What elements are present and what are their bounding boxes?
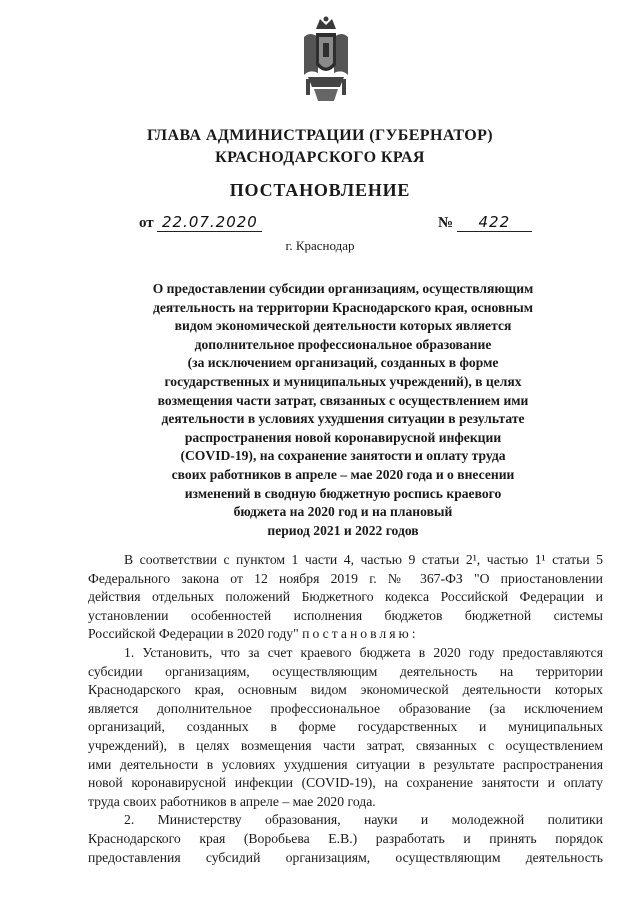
body-line: В соответствии с пунктом 1 части 4, частью 9 статьи 2¹, частью 1¹ статьи 5 [124, 552, 603, 567]
document-title [118, 280, 568, 540]
title-line: распространения новой коронавирусной инфекции [184, 429, 502, 445]
city: г. Краснодар [285, 238, 355, 253]
body-line: Краснодарского края, основным видом экономической деятельности которых [88, 682, 603, 698]
paragraph-preamble [88, 551, 603, 644]
body-line: труда своих работников в апреле – мае 2020 года. [88, 793, 376, 809]
title-line: государственных и муниципальных учреждений), в целях [164, 373, 522, 389]
title-line: своих работников в апреле – мае 2020 года и о внесении [171, 466, 515, 482]
title-line: (за исключением организаций, созданных в форме [187, 355, 499, 371]
body-line: ими деятельности в условиях ухудшения ситуации в результате распространения [88, 756, 603, 772]
title-line: возмещения части затрат, связанных с осуществлением ими [157, 392, 529, 408]
body-line: 2. Министерству образования, науки и молодежной политики [124, 812, 603, 828]
paragraph-2 [88, 811, 603, 867]
title-line: деятельность на территории Краснодарского края, основным [152, 299, 534, 315]
body-line: 1. Установить, что за счет краевого бюджета в 2020 году предоставляются [124, 644, 603, 660]
number-prefix: № [438, 215, 454, 231]
title-line: (COVID-19), на сохранение занятости и оплату труда [180, 448, 506, 464]
document-body [88, 551, 603, 867]
body-line [88, 625, 603, 644]
date-prefix: от [139, 215, 154, 231]
body-line: новой коронавирусной инфекции (COVID-19), на сохранение занятости и оплату [88, 775, 603, 791]
title-line: изменений в сводную бюджетную роспись краевого [184, 485, 502, 501]
title-line: дополнительное профессиональное образование [194, 336, 492, 352]
body-line: предоставления субсидий организациям, осуществляющим деятельность [88, 849, 603, 865]
title-line: О предоставлении субсидии организациям, осуществляющим [152, 281, 534, 296]
document-date [139, 213, 262, 232]
body-line: установлении особенностей исполнения бюджетов бюджетной системы [88, 607, 603, 623]
issuer-title-line1: ГЛАВА АДМИНИСТРАЦИИ (ГУБЕРНАТОР) [147, 127, 493, 144]
issuer-title-line2: КРАСНОДАРСКОГО КРАЯ [215, 149, 425, 166]
title-line: видом экономической деятельности которых является [174, 318, 512, 334]
title-line: деятельности в условиях ухудшения ситуации в результате [161, 411, 525, 427]
body-line: является дополнительное профессиональное образование (за исключением [88, 700, 603, 716]
decree-word: постановляю: [302, 626, 419, 642]
body-line: организаций, созданных в форме государственных и муниципальных [88, 719, 603, 735]
body-line: учреждений), в целях возмещения части затрат, связанных с осуществлением [88, 737, 603, 753]
body-line: субсидии организациям, осуществляющим деятельность на территории [88, 663, 603, 679]
paragraph-1 [88, 644, 603, 811]
document-type: ПОСТАНОВЛЕНИЕ [229, 180, 411, 200]
krasnodar-coat-of-arms-icon [300, 15, 352, 105]
number-value: 422 [457, 213, 532, 232]
date-value: 22.07.2020 [157, 213, 262, 232]
body-line: Федерального закона от 12 ноября 2019 г. № 367-ФЗ "О приостановлении [88, 570, 603, 586]
title-line: период 2021 и 2022 годов [267, 522, 419, 538]
body-line: Краснодарского края (Воробьева Е.В.) разработать и принять порядок [88, 830, 603, 846]
preamble-tail: Российской Федерации в 2020 году" [88, 626, 299, 642]
title-line: бюджета на 2020 год и на плановый [233, 504, 453, 520]
body-line: действия отдельных положений Бюджетного кодекса Российской Федерации и [88, 589, 603, 605]
document-number [438, 213, 532, 232]
